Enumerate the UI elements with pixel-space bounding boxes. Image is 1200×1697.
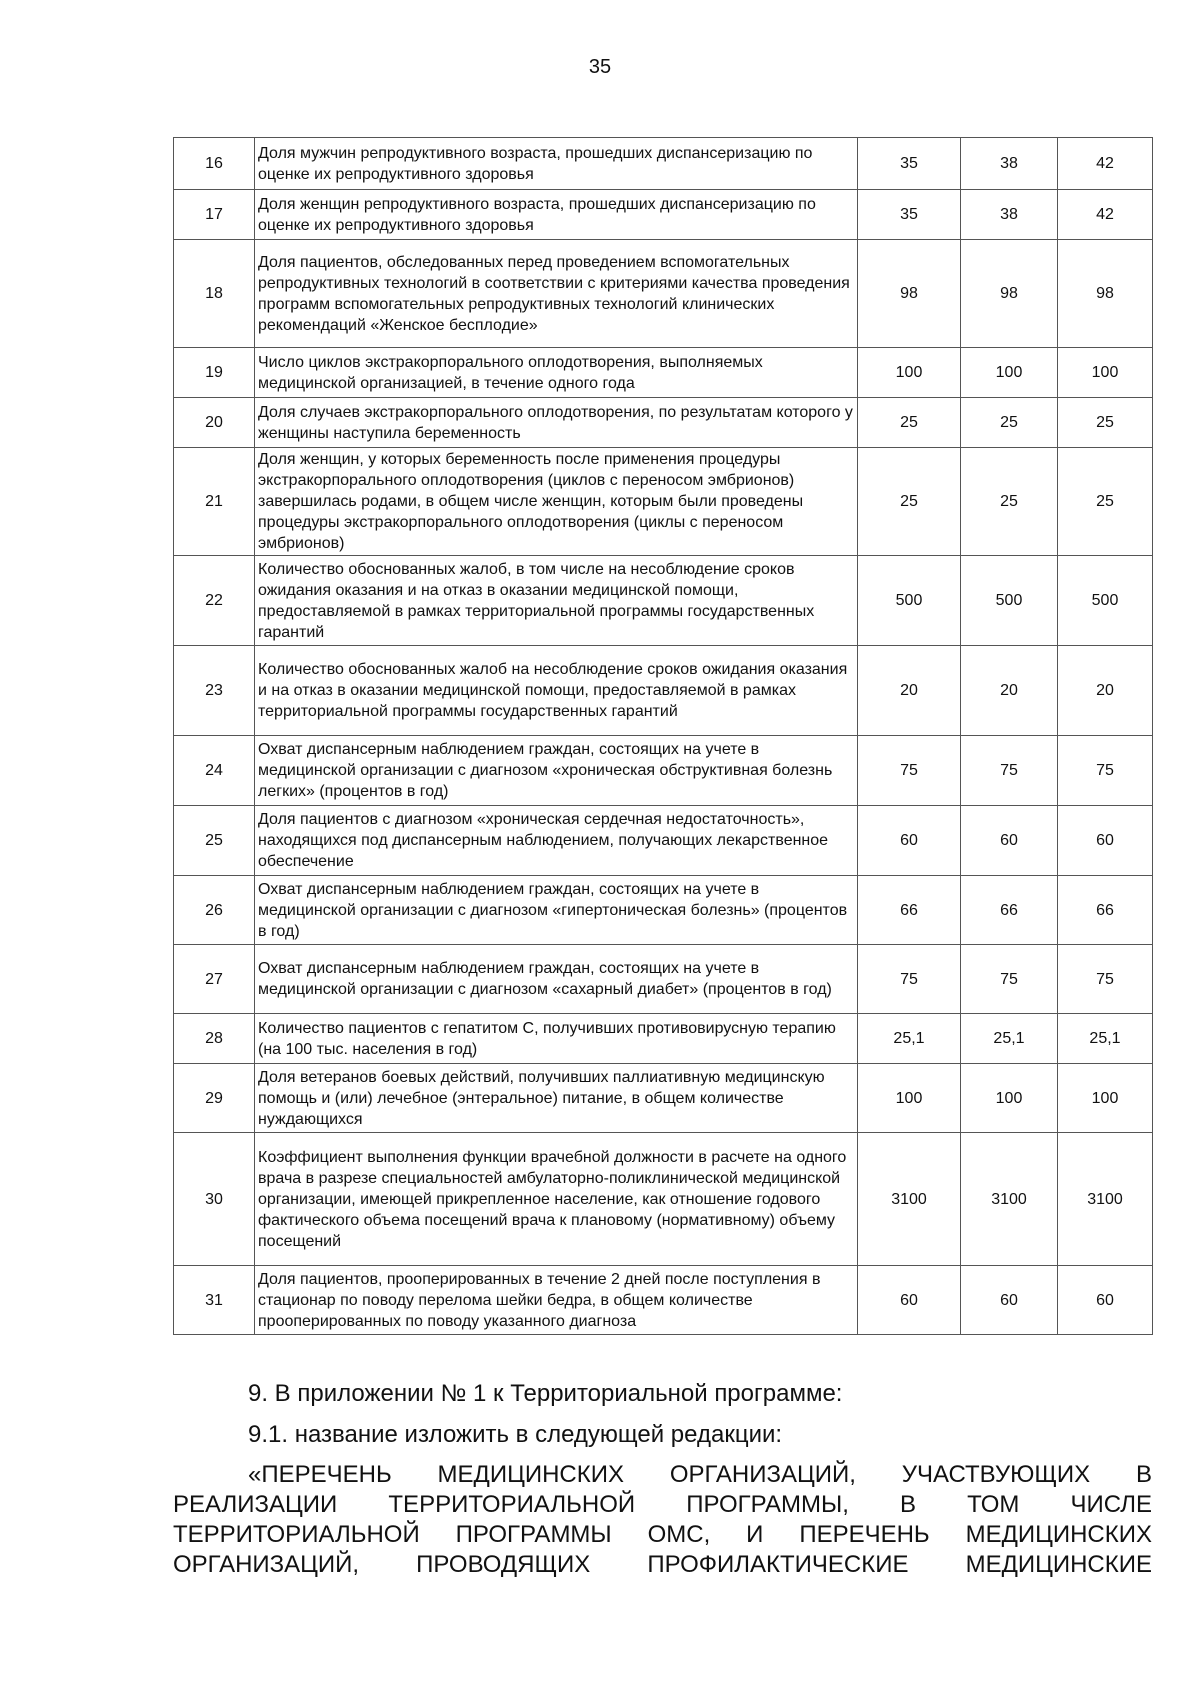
indicator-description: Число циклов экстракорпорального оплодотворения, выполняемых медицинской организацией, в течение одного года (255, 348, 858, 398)
value-col-1: 20 (858, 646, 961, 736)
value-col-3: 3100 (1058, 1133, 1153, 1266)
value-col-1: 35 (858, 190, 961, 240)
value-col-3: 100 (1058, 1064, 1153, 1133)
table-row (174, 1266, 1153, 1335)
value-col-1: 25 (858, 398, 961, 448)
value-col-2: 20 (961, 646, 1058, 736)
table-row (174, 876, 1153, 945)
value-col-1: 100 (858, 348, 961, 398)
indicators-table (173, 137, 1153, 1335)
value-col-1: 35 (858, 138, 961, 190)
row-number: 31 (174, 1266, 255, 1335)
value-col-2: 60 (961, 1266, 1058, 1335)
indicator-description: Доля мужчин репродуктивного возраста, прошедших диспансеризацию по оценке их репродуктивного здоровья (255, 138, 858, 190)
value-col-3: 100 (1058, 348, 1153, 398)
table-row (174, 945, 1153, 1014)
value-col-1: 60 (858, 1266, 961, 1335)
table-row (174, 736, 1153, 806)
indicator-description: Количество обоснованных жалоб, в том числе на несоблюдение сроков ожидания оказания и на отказ в оказании медицинской помощи, предоставляемой в рамках территориальной программы государственных гарантий (255, 556, 858, 646)
paragraph-item-9-1: 9.1. название изложить в следующей редакции: (248, 1421, 783, 1448)
page-number: 35 (588, 56, 612, 78)
table-row (174, 556, 1153, 646)
value-col-3: 42 (1058, 138, 1153, 190)
value-col-3: 98 (1058, 240, 1153, 348)
value-col-1: 3100 (858, 1133, 961, 1266)
value-col-1: 60 (858, 806, 961, 876)
value-col-1: 100 (858, 1064, 961, 1133)
value-col-3: 500 (1058, 556, 1153, 646)
table-row (174, 448, 1153, 556)
value-col-3: 42 (1058, 190, 1153, 240)
indicator-description: Доля пациентов, прооперированных в течение 2 дней после поступления в стационар по поводу перелома шейки бедра, в общем количестве прооперированных по поводу указанного диагноза (255, 1266, 858, 1335)
row-number: 27 (174, 945, 255, 1014)
value-col-2: 100 (961, 1064, 1058, 1133)
table-row (174, 240, 1153, 348)
indicator-description: Доля женщин репродуктивного возраста, прошедших диспансеризацию по оценке их репродуктивного здоровья (255, 190, 858, 240)
paragraph-item-9: 9. В приложении № 1 к Территориальной программе: (248, 1380, 843, 1407)
value-col-3: 75 (1058, 945, 1153, 1014)
table-row (174, 138, 1153, 190)
value-col-2: 66 (961, 876, 1058, 945)
row-number: 16 (174, 138, 255, 190)
indicator-description: Доля женщин, у которых беременность после применения процедуры экстракорпорального оплодотворения (циклов с переносом эмбрионов) завершилась родами, в общем числе женщин, которым были проведены процедуры экстракорпорального оплодотворения (циклы с переносом эмбрионов) (255, 448, 858, 556)
table-row (174, 398, 1153, 448)
table-row (174, 190, 1153, 240)
indicator-description: Коэффициент выполнения функции врачебной должности в расчете на одного врача в разрезе специальностей амбулаторно-поликлинической медицинской организации, имеющей прикрепленное население, как отношение годового фактического объема посещений врача к плановому (нормативному) объему посещений (255, 1133, 858, 1266)
value-col-3: 25,1 (1058, 1014, 1153, 1064)
value-col-1: 66 (858, 876, 961, 945)
value-col-2: 25 (961, 398, 1058, 448)
list-title-heading: «ПЕРЕЧЕНЬ МЕДИЦИНСКИХ ОРГАНИЗАЦИЙ, УЧАСТВУЮЩИХ В РЕАЛИЗАЦИИ ТЕРРИТОРИАЛЬНОЙ ПРОГРАММЫ, В ТОМ ЧИСЛЕ ТЕРРИТОРИАЛЬНОЙ ПРОГРАММЫ ОМС, И ПЕРЕЧЕНЬ МЕДИЦИНСКИХ ОРГАНИЗАЦИЙ, ПРОВОДЯЩИХ ПРОФИЛАКТИЧЕСКИЕ МЕДИЦИНСКИЕ (173, 1461, 1152, 1578)
value-col-3: 25 (1058, 398, 1153, 448)
row-number: 30 (174, 1133, 255, 1266)
row-number: 23 (174, 646, 255, 736)
value-col-2: 60 (961, 806, 1058, 876)
value-col-1: 25,1 (858, 1014, 961, 1064)
row-number: 29 (174, 1064, 255, 1133)
row-number: 24 (174, 736, 255, 806)
indicator-description: Доля ветеранов боевых действий, получивших паллиативную медицинскую помощь и (или) лечебное (энтеральное) питание, в общем количестве нуждающихся (255, 1064, 858, 1133)
value-col-2: 3100 (961, 1133, 1058, 1266)
value-col-1: 98 (858, 240, 961, 348)
value-col-1: 75 (858, 736, 961, 806)
value-col-1: 500 (858, 556, 961, 646)
row-number: 22 (174, 556, 255, 646)
indicator-description: Охват диспансерным наблюдением граждан, состоящих на учете в медицинской организации с диагнозом «гипертоническая болезнь» (процентов в год) (255, 876, 858, 945)
table-row (174, 806, 1153, 876)
value-col-2: 25,1 (961, 1014, 1058, 1064)
row-number: 17 (174, 190, 255, 240)
value-col-2: 38 (961, 190, 1058, 240)
value-col-3: 60 (1058, 1266, 1153, 1335)
indicator-description: Доля случаев экстракорпорального оплодотворения, по результатам которого у женщины наступила беременность (255, 398, 858, 448)
value-col-2: 75 (961, 736, 1058, 806)
value-col-3: 66 (1058, 876, 1153, 945)
table-row (174, 1133, 1153, 1266)
value-col-3: 20 (1058, 646, 1153, 736)
value-col-2: 25 (961, 448, 1058, 556)
table-row (174, 646, 1153, 736)
value-col-2: 75 (961, 945, 1058, 1014)
row-number: 20 (174, 398, 255, 448)
indicator-description: Охват диспансерным наблюдением граждан, состоящих на учете в медицинской организации с диагнозом «сахарный диабет» (процентов в год) (255, 945, 858, 1014)
indicator-description: Охват диспансерным наблюдением граждан, состоящих на учете в медицинской организации с диагнозом «хроническая обструктивная болезнь легких» (процентов в год) (255, 736, 858, 806)
value-col-3: 75 (1058, 736, 1153, 806)
table-row (174, 1014, 1153, 1064)
row-number: 26 (174, 876, 255, 945)
indicator-description: Доля пациентов, обследованных перед проведением вспомогательных репродуктивных технологий в соответствии с критериями качества проведения программ вспомогательных репродуктивных технологий клинических рекомендаций «Женское бесплодие» (255, 240, 858, 348)
table-row (174, 348, 1153, 398)
indicator-description: Доля пациентов с диагнозом «хроническая сердечная недостаточность», находящихся под диспансерным наблюдением, получающих лекарственное обеспечение (255, 806, 858, 876)
value-col-1: 25 (858, 448, 961, 556)
value-col-2: 500 (961, 556, 1058, 646)
row-number: 19 (174, 348, 255, 398)
value-col-3: 25 (1058, 448, 1153, 556)
row-number: 25 (174, 806, 255, 876)
value-col-2: 100 (961, 348, 1058, 398)
value-col-1: 75 (858, 945, 961, 1014)
value-col-3: 60 (1058, 806, 1153, 876)
row-number: 18 (174, 240, 255, 348)
value-col-2: 38 (961, 138, 1058, 190)
indicator-description: Количество обоснованных жалоб на несоблюдение сроков ожидания оказания и на отказ в оказании медицинской помощи, предоставляемой в рамках территориальной программы государственных гарантий (255, 646, 858, 736)
indicator-description: Количество пациентов с гепатитом С, получивших противовирусную терапию (на 100 тыс. населения в год) (255, 1014, 858, 1064)
table-row (174, 1064, 1153, 1133)
value-col-2: 98 (961, 240, 1058, 348)
row-number: 21 (174, 448, 255, 556)
row-number: 28 (174, 1014, 255, 1064)
